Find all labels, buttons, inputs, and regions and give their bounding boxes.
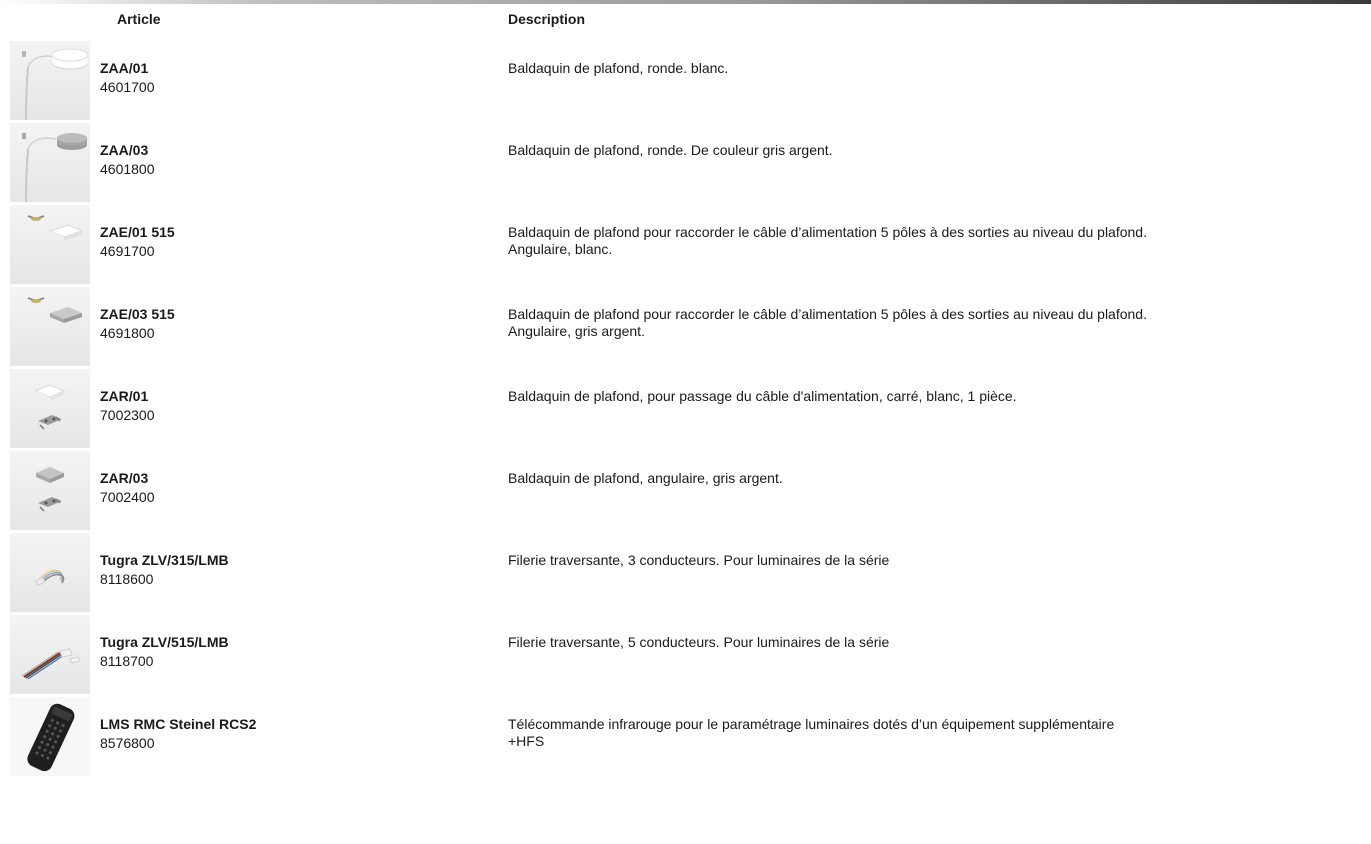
article-name: ZAE/03 515	[100, 306, 175, 322]
ceiling-canopy-round-grey-icon	[10, 123, 90, 202]
description-column-header: Description	[508, 11, 586, 27]
article-name: Tugra ZLV/515/LMB	[100, 634, 229, 650]
table-row	[0, 451, 1371, 530]
ceiling-canopy-square-white-icon	[10, 205, 90, 284]
article-description: Baldaquin de plafond, angulaire, gris argent.	[508, 470, 783, 486]
article-description: Baldaquin de plafond, ronde. blanc.	[508, 60, 729, 76]
canopy-bracket-white-icon	[10, 369, 90, 448]
wiring-5-conductor-icon	[10, 615, 90, 694]
article-name: ZAA/01	[100, 60, 149, 76]
article-description: Baldaquin de plafond, ronde. De couleur gris argent.	[508, 142, 833, 158]
article-code: 8576800	[100, 735, 155, 751]
article-name: LMS RMC Steinel RCS2	[100, 716, 257, 732]
article-name: Tugra ZLV/315/LMB	[100, 552, 229, 568]
table-row	[0, 533, 1371, 612]
remote-control-icon	[10, 697, 90, 776]
table-row	[0, 697, 1371, 776]
article-description: Filerie traversante, 5 conducteurs. Pour luminaires de la série	[508, 634, 890, 650]
wiring-3-conductor-icon	[10, 533, 90, 612]
article-code: 4691800	[100, 325, 155, 341]
article-description: Baldaquin de plafond pour raccorder le câble d’alimentation 5 pôles à des sorties au niveau du plafond. Angulaire, blanc.	[508, 224, 1147, 257]
article-code: 4601700	[100, 79, 155, 95]
article-description: Baldaquin de plafond pour raccorder le câble d’alimentation 5 pôles à des sorties au niveau du plafond. Angulaire, gris argent.	[508, 306, 1147, 339]
top-accent-bar	[0, 0, 1371, 4]
table-row	[0, 369, 1371, 448]
article-code: 7002300	[100, 407, 155, 423]
article-code: 4601800	[100, 161, 155, 177]
canopy-bracket-grey-icon	[10, 451, 90, 530]
article-description: Télécommande infrarouge pour le paramétrage luminaires dotés d’un équipement supplémentaire +HFS	[508, 716, 1115, 749]
article-name: ZAA/03	[100, 142, 149, 158]
ceiling-canopy-square-grey-icon	[10, 287, 90, 366]
article-description: Filerie traversante, 3 conducteurs. Pour luminaires de la série	[508, 552, 890, 568]
article-code: 8118600	[100, 571, 154, 587]
article-name: ZAE/01 515	[100, 224, 175, 240]
ceiling-canopy-round-white-icon	[10, 41, 90, 120]
article-name: ZAR/01	[100, 388, 149, 404]
table-row	[0, 287, 1371, 366]
table-row	[0, 205, 1371, 284]
article-description: Baldaquin de plafond, pour passage du câble d'alimentation, carré, blanc, 1 pièce.	[508, 388, 1017, 404]
table-row	[0, 123, 1371, 202]
article-column-header: Article	[117, 11, 161, 27]
article-code: 4691700	[100, 243, 155, 259]
article-code: 8118700	[100, 653, 154, 669]
article-name: ZAR/03	[100, 470, 149, 486]
table-row	[0, 41, 1371, 120]
table-row	[0, 615, 1371, 694]
article-code: 7002400	[100, 489, 155, 505]
